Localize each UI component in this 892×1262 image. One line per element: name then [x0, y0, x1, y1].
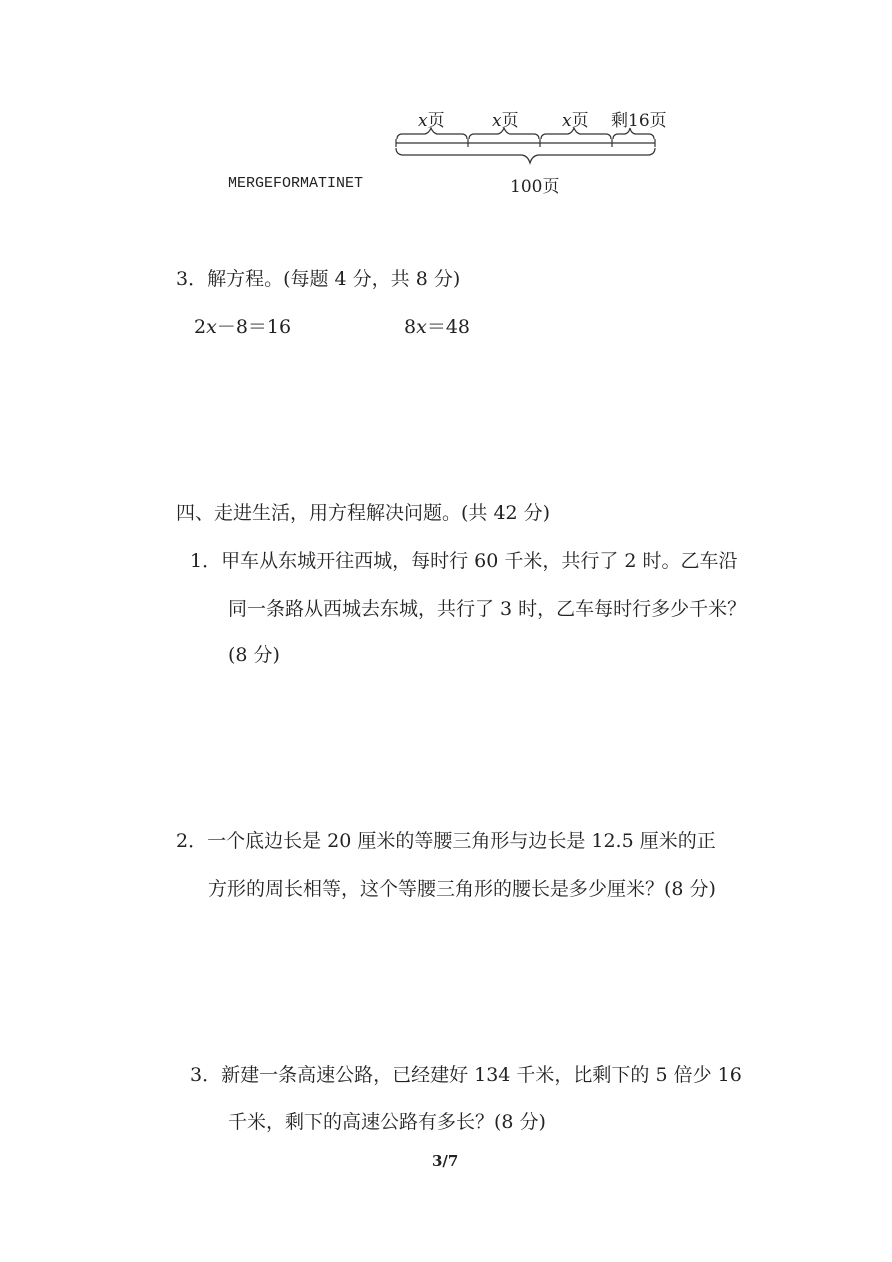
equation-1-rest: －8＝16 [216, 316, 292, 338]
equation-1 [194, 312, 291, 339]
segment-label-3-unit: 页 [571, 111, 589, 131]
remainder-label: 剩16页 [611, 111, 667, 131]
q3-title: 3．解方程。(每题 4 分，共 8 分) [176, 268, 461, 290]
page-number: 3/7 [432, 1152, 459, 1170]
segment-label-2-var: x [492, 111, 502, 131]
section4-title: 四、走进生活，用方程解决问题。(共 42 分) [176, 502, 551, 524]
segment-label-3-var: x [562, 111, 572, 131]
problem-3-line-2: 千米，剩下的高速公路有多长？(8 分) [228, 1111, 546, 1133]
top-brace-1 [397, 128, 467, 139]
top-brace-4 [613, 128, 654, 139]
equation-1-var: x [206, 316, 217, 338]
problem-2-line-1: 2．一个底边长是 20 厘米的等腰三角形与边长是 12.5 厘米的正 [176, 830, 716, 852]
problem-1-line-1: 1．甲车从东城开往西城，每时行 60 千米，共行了 2 时。乙车沿 [190, 550, 738, 572]
problem-1-line-2: 同一条路从西城去东城，共行了 3 时，乙车每时行多少千米？ [228, 598, 747, 620]
equation-1-coef: 2 [194, 316, 207, 338]
equation-2-var: x [416, 316, 427, 338]
problem-2-line-2: 方形的周长相等，这个等腰三角形的腰长是多少厘米？(8 分) [208, 878, 716, 900]
equation-2-rest: ＝48 [426, 316, 470, 338]
top-brace-3 [541, 128, 611, 139]
bottom-brace [396, 148, 655, 163]
segment-label-1-unit: 页 [427, 111, 445, 131]
segment-diagram [390, 126, 662, 170]
total-label: 100页 [510, 177, 560, 197]
merge-format-field: MERGEFORMATINET [228, 175, 364, 192]
problem-1-line-3: (8 分) [228, 644, 280, 666]
segment-label-1-var: x [418, 111, 428, 131]
equation-2-coef: 8 [404, 316, 417, 338]
equation-2 [404, 312, 470, 339]
top-brace-2 [469, 128, 539, 139]
segment-label-2-unit: 页 [501, 111, 519, 131]
problem-3-line-1: 3．新建一条高速公路，已经建好 134 千米，比剩下的 5 倍少 16 [190, 1064, 742, 1086]
